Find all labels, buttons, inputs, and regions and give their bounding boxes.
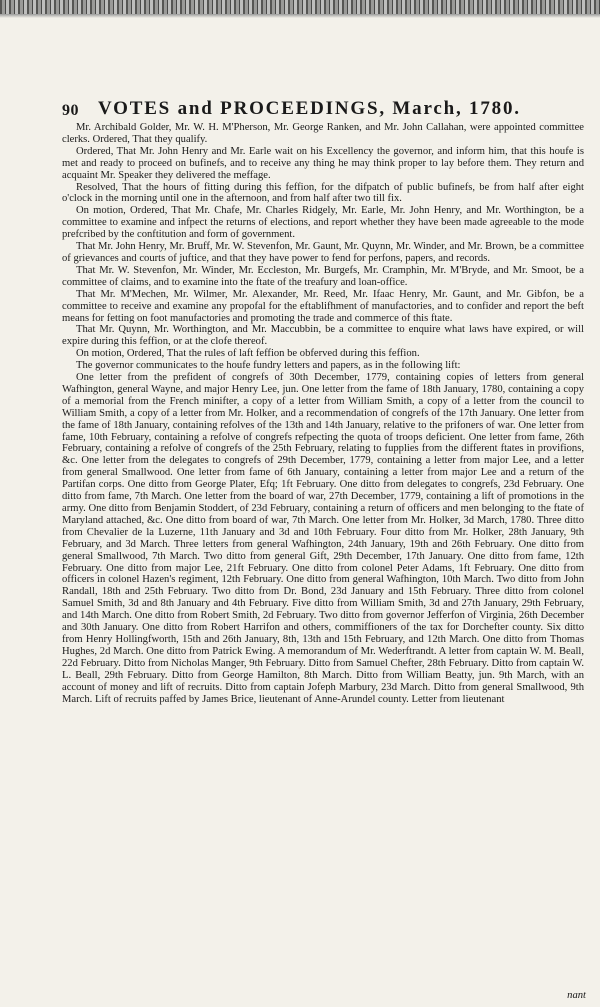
- paragraph: Ordered, That Mr. John Henry and Mr. Earle wait on his Excellency the governor, and inform him, that this houfe is met and ready to proceed on bufinefs, and to receive any thing he may think proper to lay before them. They return and acquaint Mr. Speaker they delivered the meffage.: [62, 145, 584, 181]
- paragraph: That Mr. Quynn, Mr. Worthington, and Mr. Maccubbin, be a committee to enquire what laws have expired, or will expire during this feffion, or at the clofe thereof.: [62, 324, 584, 348]
- page-number: 90: [62, 102, 79, 119]
- scan-edge-shadow: [0, 14, 600, 18]
- page-title: VOTES and PROCEEDINGS, March, 1780.: [98, 98, 521, 119]
- paragraph: Resolved, That the hours of fitting during this feffion, for the difpatch of public bufinefs, be from half after eight o'clock in the morning until one in the afternoon, and from half after two till fix.: [62, 181, 584, 205]
- paragraph: One letter from the prefident of congrefs of 30th December, 1779, containing copies of letters from general Wafhington, general Wayne, and major Henry Lee, jun. One letter from the fame of 18th January, 1780, containing a copy of a memorial from the French minifter, a copy of a letter from William Smith, a copy of a letter from the council to William Smith, a copy of a letter from Mr. Holker, and a recommendation of congrefs of the 17th January. One letter from the fame of 18th January, containing refolves of the 13th and 14th January, relative to the prifoners of war. One letter from fame, 10th February, containing a refolve of congrefs refpecting the quota of troops deficient. One letter from fame, 26th February, containing a refolve of congrefs of the 25th February, relating to fupplies from the different ftates in provifions, &c. One letter from the delegates to congrefs of 29th December, 1779, containing a letter from major Lee, and a letter from general Smallwood. One letter from fame of 6th January, containing a letter from major Lee and a return of the Partifan corps. One ditto from George Plater, Efq; 1ft February. One ditto from delegates to congrefs, 23d February. One ditto from fame, 7th March. One letter from the board of war, 27th December, 1779, containing a lift of promotions in the army. One ditto from Benjamin Stoddert, of 23d February, containing a return of officers and men belonging to the ftate of Maryland attached, &c. One ditto from board of war, 7th March. One letter from Mr. Holker, 3d March, 1780. Three ditto from Chevalier de la Luzerne, 11th January and 3d and 10th February. Four ditto from Mr. Holker, 28th January, 9th February, and 3d March. Three letters from general Wafhington, 24th January, 19th and 26th February. One ditto from general Smallwood, 7th March. Two ditto from general Gift, 29th December, 17th January. One ditto from fame, 12th February. One ditto from major Lee, 21ft February. One ditto from colonel Peter Adams, 1ft February. One ditto from officers in colonel Hazen's regiment, 12th February. One ditto from general Wafhington, 10th March. Two ditto from John Randall, 18th and 25th February. Two ditto from Dr. Bond, 23d January and 15th February. Three ditto from colonel Samuel Smith, 3d and 8th January and 4th February. Five ditto from William Smith, 3d and 27th January, 29th February, and 14th March. One ditto from Robert Smith, 2d February. Two ditto from governor Jefferfon of Virginia, 26th December and 30th January. One ditto from Robert Harrifon and others, commiffioners of the tax for Dorchefter county. Six ditto from Henry Hollingfworth, 15th and 26th January, 8th, 13th and 15th February, and 12th March. One ditto from Thomas Hughes, 2d March. One ditto from Patrick Ewing. A memorandum of Mr. Wederftrandt. A letter from captain W. M. Beall, 22d February. Ditto from Nicholas Manger, 9th February. Ditto from Samuel Chefter, 28th February. Ditto from captain W. L. Beall, 29th February. Ditto from George Hamilton, 8th March. Ditto from William Beatty, jun. 9th March, with an account of money and lift of recruits. Ditto from captain Jofeph Marbury, 23d March. Ditto from general Smallwood, 9th March. Lift of recruits paffed by James Brice, lieutenant of Anne-Arundel county. Letter from lieutenant: [62, 372, 584, 705]
- paragraph: That Mr. John Henry, Mr. Bruff, Mr. W. Stevenfon, Mr. Gaunt, Mr. Quynn, Mr. Winder, and Mr. Brown, be a committee of grievances and courts of juftice, and that they have power to fend for perfons, papers, and records.: [62, 241, 584, 264]
- document-body: [62, 122, 584, 705]
- catchword: nant: [567, 990, 586, 1001]
- paragraph: The governor communicates to the houfe fundry letters and papers, as in the following lift:: [76, 360, 461, 372]
- paragraph: On motion, Ordered, That the rules of laft feffion be obferved during this feffion.: [76, 348, 420, 360]
- paragraph: That Mr. W. Stevenfon, Mr. Winder, Mr. Eccleston, Mr. Burgefs, Mr. Cramphin, Mr. M'Bryde, and Mr. Smoot, be a committee of claims, and to examine into the ftate of the treafury and loan-office.: [62, 264, 584, 288]
- paragraph: Mr. Archibald Golder, Mr. W. H. M'Pherson, Mr. George Ranken, and Mr. John Callahan, were appointed committee clerks. Ordered, That they qualify.: [62, 122, 584, 145]
- scan-edge-band: [0, 0, 600, 14]
- paragraph: That Mr. M'Mechen, Mr. Wilmer, Mr. Alexander, Mr. Reed, Mr. Ifaac Henry, Mr. Gaunt, and Mr. Gibfon, be a committee to receive and examine any propofal for the eftablifhment of manufactories, and to confider and report the beft means for fetting on foot manufactories and promoting the trade and commerce of this ftate.: [62, 288, 584, 324]
- paragraph: On motion, Ordered, That Mr. Chafe, Mr. Charles Ridgely, Mr. Earle, Mr. John Henry, and Mr. Worthington, be a committee to examine and infpect the returns of elections, and report whether they have been made agreeable to the mode prefcribed by the conftitution and form of government.: [62, 205, 584, 241]
- running-header: [62, 98, 588, 124]
